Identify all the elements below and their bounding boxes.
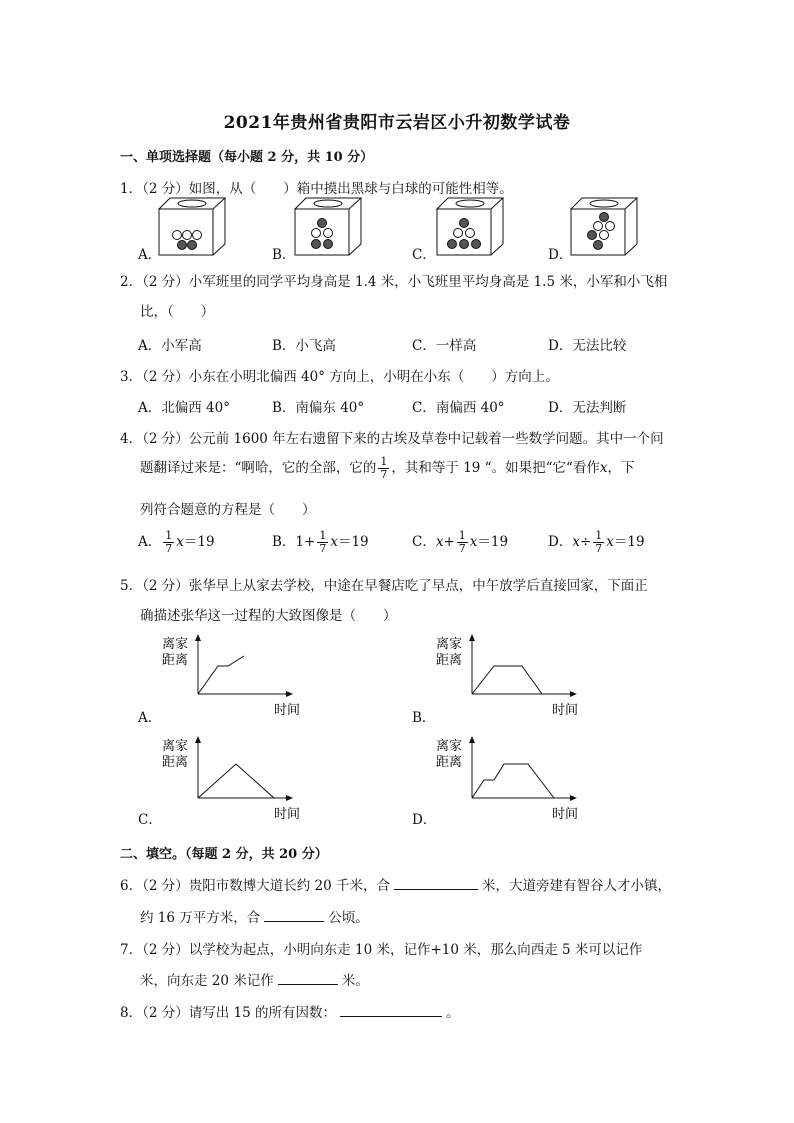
q4-option-d-fraction: [593, 530, 604, 555]
fraction-denominator: 7: [165, 542, 173, 555]
graph-ylabel-2: 距离: [436, 755, 463, 770]
question-5-line-2: 确描述张华这一过程的大致图像是（ ）: [140, 608, 397, 624]
distance-time-line: [198, 656, 244, 694]
q4-option-a-fraction: [163, 530, 174, 555]
fraction-denominator: 7: [319, 542, 327, 555]
distance-time-line: [472, 764, 554, 798]
q6-answer-blank-1[interactable]: [394, 875, 478, 890]
q3-option-a: A．北偏西 40°: [138, 400, 230, 416]
ball-box-c-figure: [436, 197, 504, 259]
question-4-line-2: [140, 456, 635, 481]
graph-xlabel: 时间: [274, 703, 301, 718]
fraction-denominator: 7: [595, 542, 603, 555]
q4-option-a: [138, 530, 215, 555]
graph-ylabel-1: 离家: [436, 637, 463, 652]
question-4-line-3: 列符合题意的方程是（ ）: [140, 502, 316, 518]
question-6-line-2: [140, 906, 369, 926]
x-axis-arrow: [286, 691, 293, 697]
q2-option-b: B．小飞高: [272, 338, 336, 354]
y-axis-arrow: [469, 634, 475, 641]
q5-graph-d: [434, 734, 594, 826]
q5-option-b-label: B．: [412, 710, 436, 726]
question-1-text: 1．（2 分）如图，从（ ）箱中摸出黑球与白球的可能性相等。: [120, 181, 513, 197]
q1-option-b-label: B．: [272, 247, 296, 263]
question-3-options: [0, 396, 794, 416]
graph-xlabel: 时间: [552, 807, 579, 822]
q7-line-2-start: 米，向东走 20 米记作: [140, 973, 274, 989]
distance-time-line: [198, 764, 274, 798]
q6-line-1-end: 米，大道旁建有智谷人才小镇，: [481, 878, 671, 894]
x-axis-arrow: [286, 795, 293, 801]
q4-option-c-fraction: [457, 530, 468, 555]
q4-option-b: [272, 530, 369, 555]
ball-box-b-figure: [294, 197, 362, 259]
q2-option-c: C．一样高: [412, 338, 477, 354]
q4-line-2-end: ，下: [607, 460, 635, 476]
q4-option-a-rest: x＝19: [176, 534, 215, 550]
question-3-text: 3．（2 分）小东在小明北偏西 40° 方向上，小明在小东（ ）方向上。: [120, 369, 559, 385]
q6-line-2-start: 约 16 万平方米，合: [140, 910, 261, 926]
question-7-line-2: [140, 969, 369, 989]
question-7-line-1: 7．（2 分）以学校为起点，小明向东走 10 米，记作+10 米，那么向西走 5 米可以记作: [120, 942, 643, 958]
q5-option-c-label: C．: [138, 812, 162, 828]
q6-line-1-start: 6．（2 分）贵阳市数博大道长约 20 千米，合: [120, 878, 390, 894]
q4-option-c-prefix: x+: [435, 534, 455, 550]
page-title: 2021年贵州省贵阳市云岩区小升初数学试卷: [223, 113, 571, 133]
question-4-options: [0, 530, 794, 564]
fraction-numerator: 1: [319, 529, 327, 542]
q4-option-d-prefix: x÷: [572, 534, 592, 550]
y-axis-arrow: [195, 634, 201, 641]
fraction-numerator: 1: [165, 529, 173, 542]
question-1-figures: [118, 197, 678, 267]
y-axis-arrow: [469, 736, 475, 743]
question-2-options: [0, 334, 794, 354]
q4-option-c: [412, 530, 508, 555]
question-5-line-1: 5．（2 分）张华早上从家去学校，中途在早餐店吃了早点，中午放学后直接回家，下面正: [120, 578, 648, 594]
q4-option-b-label: B．: [272, 534, 296, 550]
question-6-line-1: [120, 874, 671, 894]
graph-ylabel-2: 距离: [162, 653, 189, 668]
q3-option-d: D．无法判断: [548, 400, 627, 416]
q1-option-c-label: C．: [412, 247, 436, 263]
y-axis-arrow: [195, 736, 201, 743]
graph-ylabel-1: 离家: [162, 739, 189, 754]
fraction-numerator: 1: [595, 529, 603, 542]
q4-option-a-label: A．: [138, 534, 162, 550]
section-2-heading: 二、填空。（每题 2 分，共 20 分）: [120, 847, 328, 862]
q5-option-d-label: D．: [412, 812, 437, 828]
graph-xlabel: 时间: [274, 807, 301, 822]
q8-answer-blank[interactable]: [340, 1002, 442, 1017]
graph-ylabel-1: 离家: [436, 739, 463, 754]
q5-graph-b: [434, 632, 594, 724]
q7-line-2-end: 米。: [341, 973, 369, 989]
q4-option-d-rest: x＝19: [606, 534, 645, 550]
q4-option-d: [548, 530, 645, 555]
question-8-text: [120, 1001, 459, 1021]
q7-answer-blank[interactable]: [278, 970, 338, 985]
q4-option-c-label: C．: [412, 534, 436, 550]
q1-option-a-label: A．: [138, 247, 162, 263]
x-axis-arrow: [570, 795, 577, 801]
fraction-denominator: 7: [458, 542, 466, 555]
fraction-numerator: 1: [458, 529, 466, 542]
q2-option-d: D．无法比较: [548, 338, 627, 354]
q1-option-d-label: D．: [548, 247, 573, 263]
q4-option-d-label: D．: [548, 534, 573, 550]
q5-option-a-label: A．: [138, 710, 162, 726]
q4-line-2-start: 题翻译过来是：“啊哈，它的全部，它的: [140, 460, 377, 476]
q4-option-b-fraction: [317, 530, 328, 555]
distance-time-line: [472, 666, 542, 694]
q5-graph-a: [156, 632, 316, 724]
q4-option-c-rest: x＝19: [469, 534, 509, 550]
question-2-line-1: 2．（2 分）小军班里的同学平均身高是 1.4 米，小飞班里平均身高是 1.5 米，小军和小飞相: [120, 274, 668, 290]
ball-box-a-figure: [158, 197, 226, 259]
section-1-heading: 一、单项选择题（每小题 2 分，共 10 分）: [120, 150, 374, 165]
q8-text-start: 8．（2 分）请写出 15 的所有因数：: [120, 1005, 336, 1021]
fraction-denominator: 7: [380, 468, 388, 481]
q4-line-2-mid: ，其和等于 19 “。如果把“它“看作: [391, 460, 600, 476]
ball-box-d-figure: [570, 197, 638, 259]
q6-line-2-end: 公顷。: [328, 910, 369, 926]
q4-option-b-prefix: 1+: [295, 534, 316, 550]
question-4-line-1: 4．（2 分）公元前 1600 年左右遗留下来的古埃及草卷中记载着一些数学问题。其中一个问: [120, 431, 664, 447]
graph-ylabel-2: 距离: [436, 653, 463, 668]
q2-option-a: A．小军高: [138, 338, 202, 354]
graph-xlabel: 时间: [552, 703, 579, 718]
x-axis-arrow: [570, 691, 577, 697]
q5-graph-c: [156, 734, 316, 826]
question-2-line-2: 比，（ ）: [140, 304, 215, 320]
q4-variable-x: x: [599, 460, 608, 476]
q4-fraction-one-seventh: [378, 456, 389, 481]
graph-ylabel-2: 距离: [162, 755, 189, 770]
q3-option-b: B．南偏东 40°: [272, 400, 365, 416]
fraction-numerator: 1: [380, 455, 388, 468]
q3-option-c: C．南偏西 40°: [412, 400, 505, 416]
q8-text-end: 。: [445, 1005, 460, 1021]
q6-answer-blank-2[interactable]: [264, 907, 324, 922]
q4-option-b-rest: x＝19: [330, 534, 369, 550]
graph-ylabel-1: 离家: [162, 637, 189, 652]
